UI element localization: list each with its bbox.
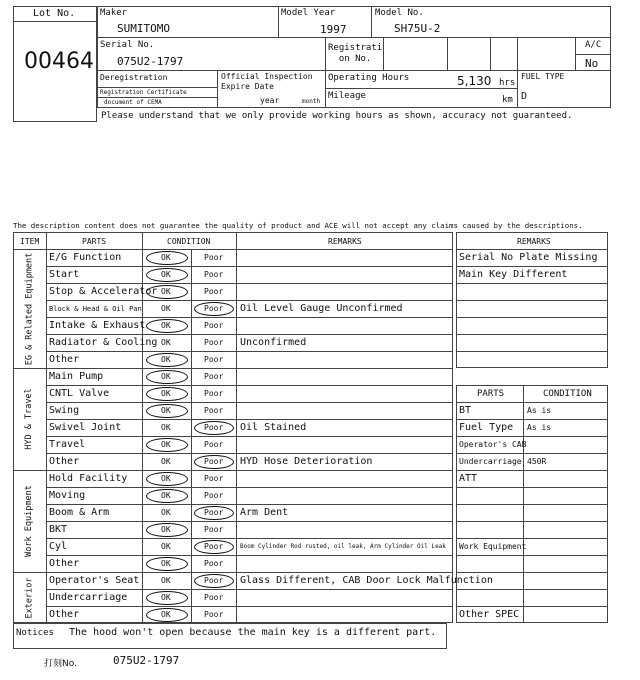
parts-divider [456, 606, 608, 607]
serial-value: 075U2-1797 [117, 55, 184, 68]
part-name: Other [49, 609, 80, 620]
poor-option: Poor [204, 610, 224, 619]
row-divider [46, 351, 453, 352]
parts-divider [456, 589, 608, 590]
hours-notice: Please understand that we only provide working hours as shown, accuracy not guaranteed. [101, 111, 573, 121]
parts-divider [456, 521, 608, 522]
part-name: Hold Facility [49, 473, 128, 484]
serial-label: Serial No. [100, 40, 155, 50]
ok-option: OK [161, 253, 171, 262]
part-name: Operator's Seat [49, 575, 140, 586]
part-name: Main Pump [49, 371, 104, 382]
ok-option: OK [161, 576, 171, 585]
maker-label: Maker [100, 8, 128, 18]
part-name: Stop & Accelerator [49, 286, 158, 297]
remark-text: Boom Cylinder Rod rusted, oil leak, Arm Cylinder Oil Leak [240, 543, 446, 550]
spec-part: Fuel Type [459, 422, 514, 433]
remarks-divider [456, 351, 608, 352]
remarks-divider [456, 317, 608, 318]
group-label: Work Equipment [24, 485, 34, 557]
poor-option: Poor [204, 525, 224, 534]
remark-text: Oil Stained [240, 422, 307, 433]
ok-option: OK [161, 406, 171, 415]
poor-option: Poor [204, 287, 224, 296]
ok-option: OK [161, 474, 171, 483]
km-unit: km [502, 95, 513, 105]
ok-option: OK [161, 457, 171, 466]
notices-text: The hood won't open because the main key is a different part. [69, 627, 437, 638]
part-name: CNTL Valve [49, 388, 110, 399]
maker-value: SUMITOMO [117, 22, 170, 35]
lot-number: 00464 [24, 49, 94, 74]
poor-option: Poor [204, 440, 224, 449]
row-divider [46, 453, 453, 454]
part-name: Undercarriage [49, 592, 128, 603]
part-name: Other [49, 354, 80, 365]
poor-option: Poor [204, 559, 224, 568]
remarks-divider [456, 334, 608, 335]
ok-option: OK [161, 440, 171, 449]
ok-circle-mark [146, 285, 188, 299]
notices-label: Notices [16, 628, 54, 638]
part-name: Intake & Exhaust [49, 320, 146, 331]
parts-divider [456, 572, 608, 573]
hours-value: 5,130 [457, 74, 492, 88]
row-divider [46, 487, 453, 488]
ok-option: OK [161, 372, 171, 381]
spec-part: Operator's CAB [459, 440, 527, 449]
poor-option: Poor [204, 576, 224, 585]
row-divider [46, 402, 453, 403]
row-divider [46, 470, 453, 471]
spec-part: Work Equipment [459, 542, 527, 551]
row-divider [46, 572, 453, 573]
part-name: Boom & Arm [49, 507, 110, 518]
remark-text: Oil Level Gauge Unconfirmed [240, 303, 403, 314]
poor-option: Poor [204, 355, 224, 364]
ac-label: A/C [585, 40, 602, 50]
poor-option: Poor [204, 270, 224, 279]
part-name: Radiator & Cooling [49, 337, 158, 348]
poor-circle-mark [194, 421, 234, 435]
parts-divider [456, 402, 608, 403]
poor-circle-mark [194, 302, 234, 316]
poor-circle-mark [194, 455, 234, 469]
remark-text: HYD Hose Deterioration [240, 456, 373, 467]
col-remarks-header: REMARKS [328, 237, 362, 246]
remarks-divider [456, 283, 608, 284]
ok-circle-mark [146, 404, 188, 418]
poor-option: Poor [204, 389, 224, 398]
part-name: Swivel Joint [49, 422, 122, 433]
model-year-value: 1997 [320, 23, 347, 36]
row-divider [46, 334, 453, 335]
stamp-value: 075U2-1797 [113, 654, 180, 667]
ok-option: OK [161, 389, 171, 398]
row-divider [46, 419, 453, 420]
poor-option: Poor [204, 406, 224, 415]
col-condition-header: CONDITION [167, 237, 211, 246]
remarks-divider [456, 249, 608, 250]
remark-text: Glass Different, CAB Door Lock Malfunction [240, 575, 493, 586]
row-divider [46, 368, 453, 369]
col-item-header: ITEM [20, 237, 40, 246]
ok-option: OK [161, 542, 171, 551]
right-condition-header: CONDITION [543, 389, 592, 399]
poor-option: Poor [204, 491, 224, 500]
poor-circle-mark [194, 574, 234, 588]
ok-circle-mark [146, 387, 188, 401]
ok-option: OK [161, 270, 171, 279]
ok-circle-mark [146, 557, 188, 571]
ok-circle-mark [146, 370, 188, 384]
spec-part: ATT [459, 473, 478, 484]
part-name: E/G Function [49, 252, 122, 263]
ok-circle-mark [146, 251, 188, 265]
remark-text: Arm Dent [240, 507, 289, 518]
ok-circle-mark [146, 438, 188, 452]
parts-divider [456, 504, 608, 505]
spec-condition: 450R [527, 457, 547, 466]
group-label: HYD & Travel [24, 388, 34, 450]
ok-option: OK [161, 508, 171, 517]
remark-text: Unconfirmed [240, 337, 307, 348]
row-divider [46, 436, 453, 437]
part-name: BKT [49, 524, 68, 535]
poor-option: Poor [204, 321, 224, 330]
part-name: Other [49, 456, 80, 467]
poor-option: Poor [204, 474, 224, 483]
row-divider [46, 266, 453, 267]
inspection-label: Official Inspection [221, 72, 313, 81]
ok-circle-mark [146, 353, 188, 367]
registration-label: Registrati on No. [328, 43, 383, 64]
remarks-line: Serial No Plate Missing [459, 252, 598, 263]
row-divider [46, 385, 453, 386]
month-label: month [302, 98, 321, 105]
part-name: Travel [49, 439, 86, 450]
remarks-divider [456, 300, 608, 301]
poor-option: Poor [204, 457, 224, 466]
poor-option: Poor [204, 423, 224, 432]
part-name: Moving [49, 490, 86, 501]
poor-option: Poor [204, 542, 224, 551]
row-divider [46, 589, 453, 590]
ok-option: OK [161, 491, 171, 500]
poor-circle-mark [194, 540, 234, 554]
part-name: Cyl [49, 541, 68, 552]
lot-label: Lot No. [33, 8, 76, 19]
fuel-type-label: FUEL TYPE [521, 72, 565, 81]
remarks-line: Main Key Different [459, 269, 568, 280]
poor-circle-mark [194, 506, 234, 520]
ok-option: OK [161, 610, 171, 619]
spec-part: Other SPEC [459, 609, 520, 620]
group-divider [13, 249, 47, 250]
ac-value: No [585, 57, 599, 70]
ok-option: OK [161, 525, 171, 534]
ok-option: OK [161, 423, 171, 432]
ok-option: OK [161, 304, 171, 313]
registration-certificate-label: Registration Certificate [100, 89, 187, 96]
parts-divider [456, 555, 608, 556]
group-label: Exterior [24, 577, 34, 618]
ok-circle-mark [146, 523, 188, 537]
ok-option: OK [161, 321, 171, 330]
poor-option: Poor [204, 372, 224, 381]
spec-condition: As is [527, 406, 552, 415]
row-divider [46, 538, 453, 539]
poor-option: Poor [204, 508, 224, 517]
ok-circle-mark [146, 489, 188, 503]
ok-circle-mark [146, 608, 188, 622]
row-divider [46, 504, 453, 505]
parts-divider [456, 419, 608, 420]
stamp-label: 打刻No. [44, 659, 77, 669]
deregistration-label: Deregistration [100, 73, 168, 82]
right-parts-header: PARTS [477, 389, 505, 399]
parts-divider [456, 470, 608, 471]
row-divider [46, 521, 453, 522]
cema-document-label: document of CEMA [104, 99, 162, 106]
row-divider [46, 283, 453, 284]
row-divider [46, 555, 453, 556]
mileage-label: Mileage [328, 91, 366, 101]
poor-option: Poor [204, 338, 224, 347]
ok-option: OK [161, 593, 171, 602]
fuel-type-value: D [521, 91, 528, 102]
hrs-unit: hrs [499, 78, 516, 88]
parts-divider [456, 538, 608, 539]
poor-option: Poor [204, 593, 224, 602]
model-year-label: Model Year [281, 8, 336, 18]
right-remarks-header: REMARKS [517, 237, 551, 246]
ok-option: OK [161, 355, 171, 364]
part-name: Other [49, 558, 80, 569]
model-no-value: SH75U-2 [394, 22, 441, 35]
disclaimer: The description content does not guarantee the quality of product and ACE will not accept any claims caused by the descriptions. [13, 221, 583, 230]
poor-option: Poor [204, 253, 224, 262]
hours-label: Operating Hours [328, 73, 410, 83]
ok-option: OK [161, 287, 171, 296]
parts-divider [456, 453, 608, 454]
row-divider [46, 249, 453, 250]
year-label: year [260, 96, 280, 105]
ok-circle-mark [146, 268, 188, 282]
parts-divider [456, 487, 608, 488]
remarks-divider [456, 266, 608, 267]
group-label: EG & Related Equipment [24, 252, 34, 365]
part-name: Start [49, 269, 80, 280]
ok-circle-mark [146, 472, 188, 486]
spec-part: Undercarriage [459, 457, 522, 466]
col-parts-header: PARTS [82, 237, 107, 246]
spec-condition: As is [527, 423, 552, 432]
row-divider [46, 317, 453, 318]
part-name: Block & Head & Oil Pan [49, 305, 142, 313]
row-divider [46, 606, 453, 607]
part-name: Swing [49, 405, 80, 416]
ok-circle-mark [146, 591, 188, 605]
parts-divider [456, 436, 608, 437]
row-divider [46, 300, 453, 301]
ok-option: OK [161, 338, 171, 347]
poor-option: Poor [204, 304, 224, 313]
ok-option: OK [161, 559, 171, 568]
model-no-label: Model No. [375, 8, 424, 18]
inspection-label-2: Expire Date [221, 82, 274, 91]
ok-circle-mark [146, 319, 188, 333]
spec-part: BT [459, 405, 472, 416]
